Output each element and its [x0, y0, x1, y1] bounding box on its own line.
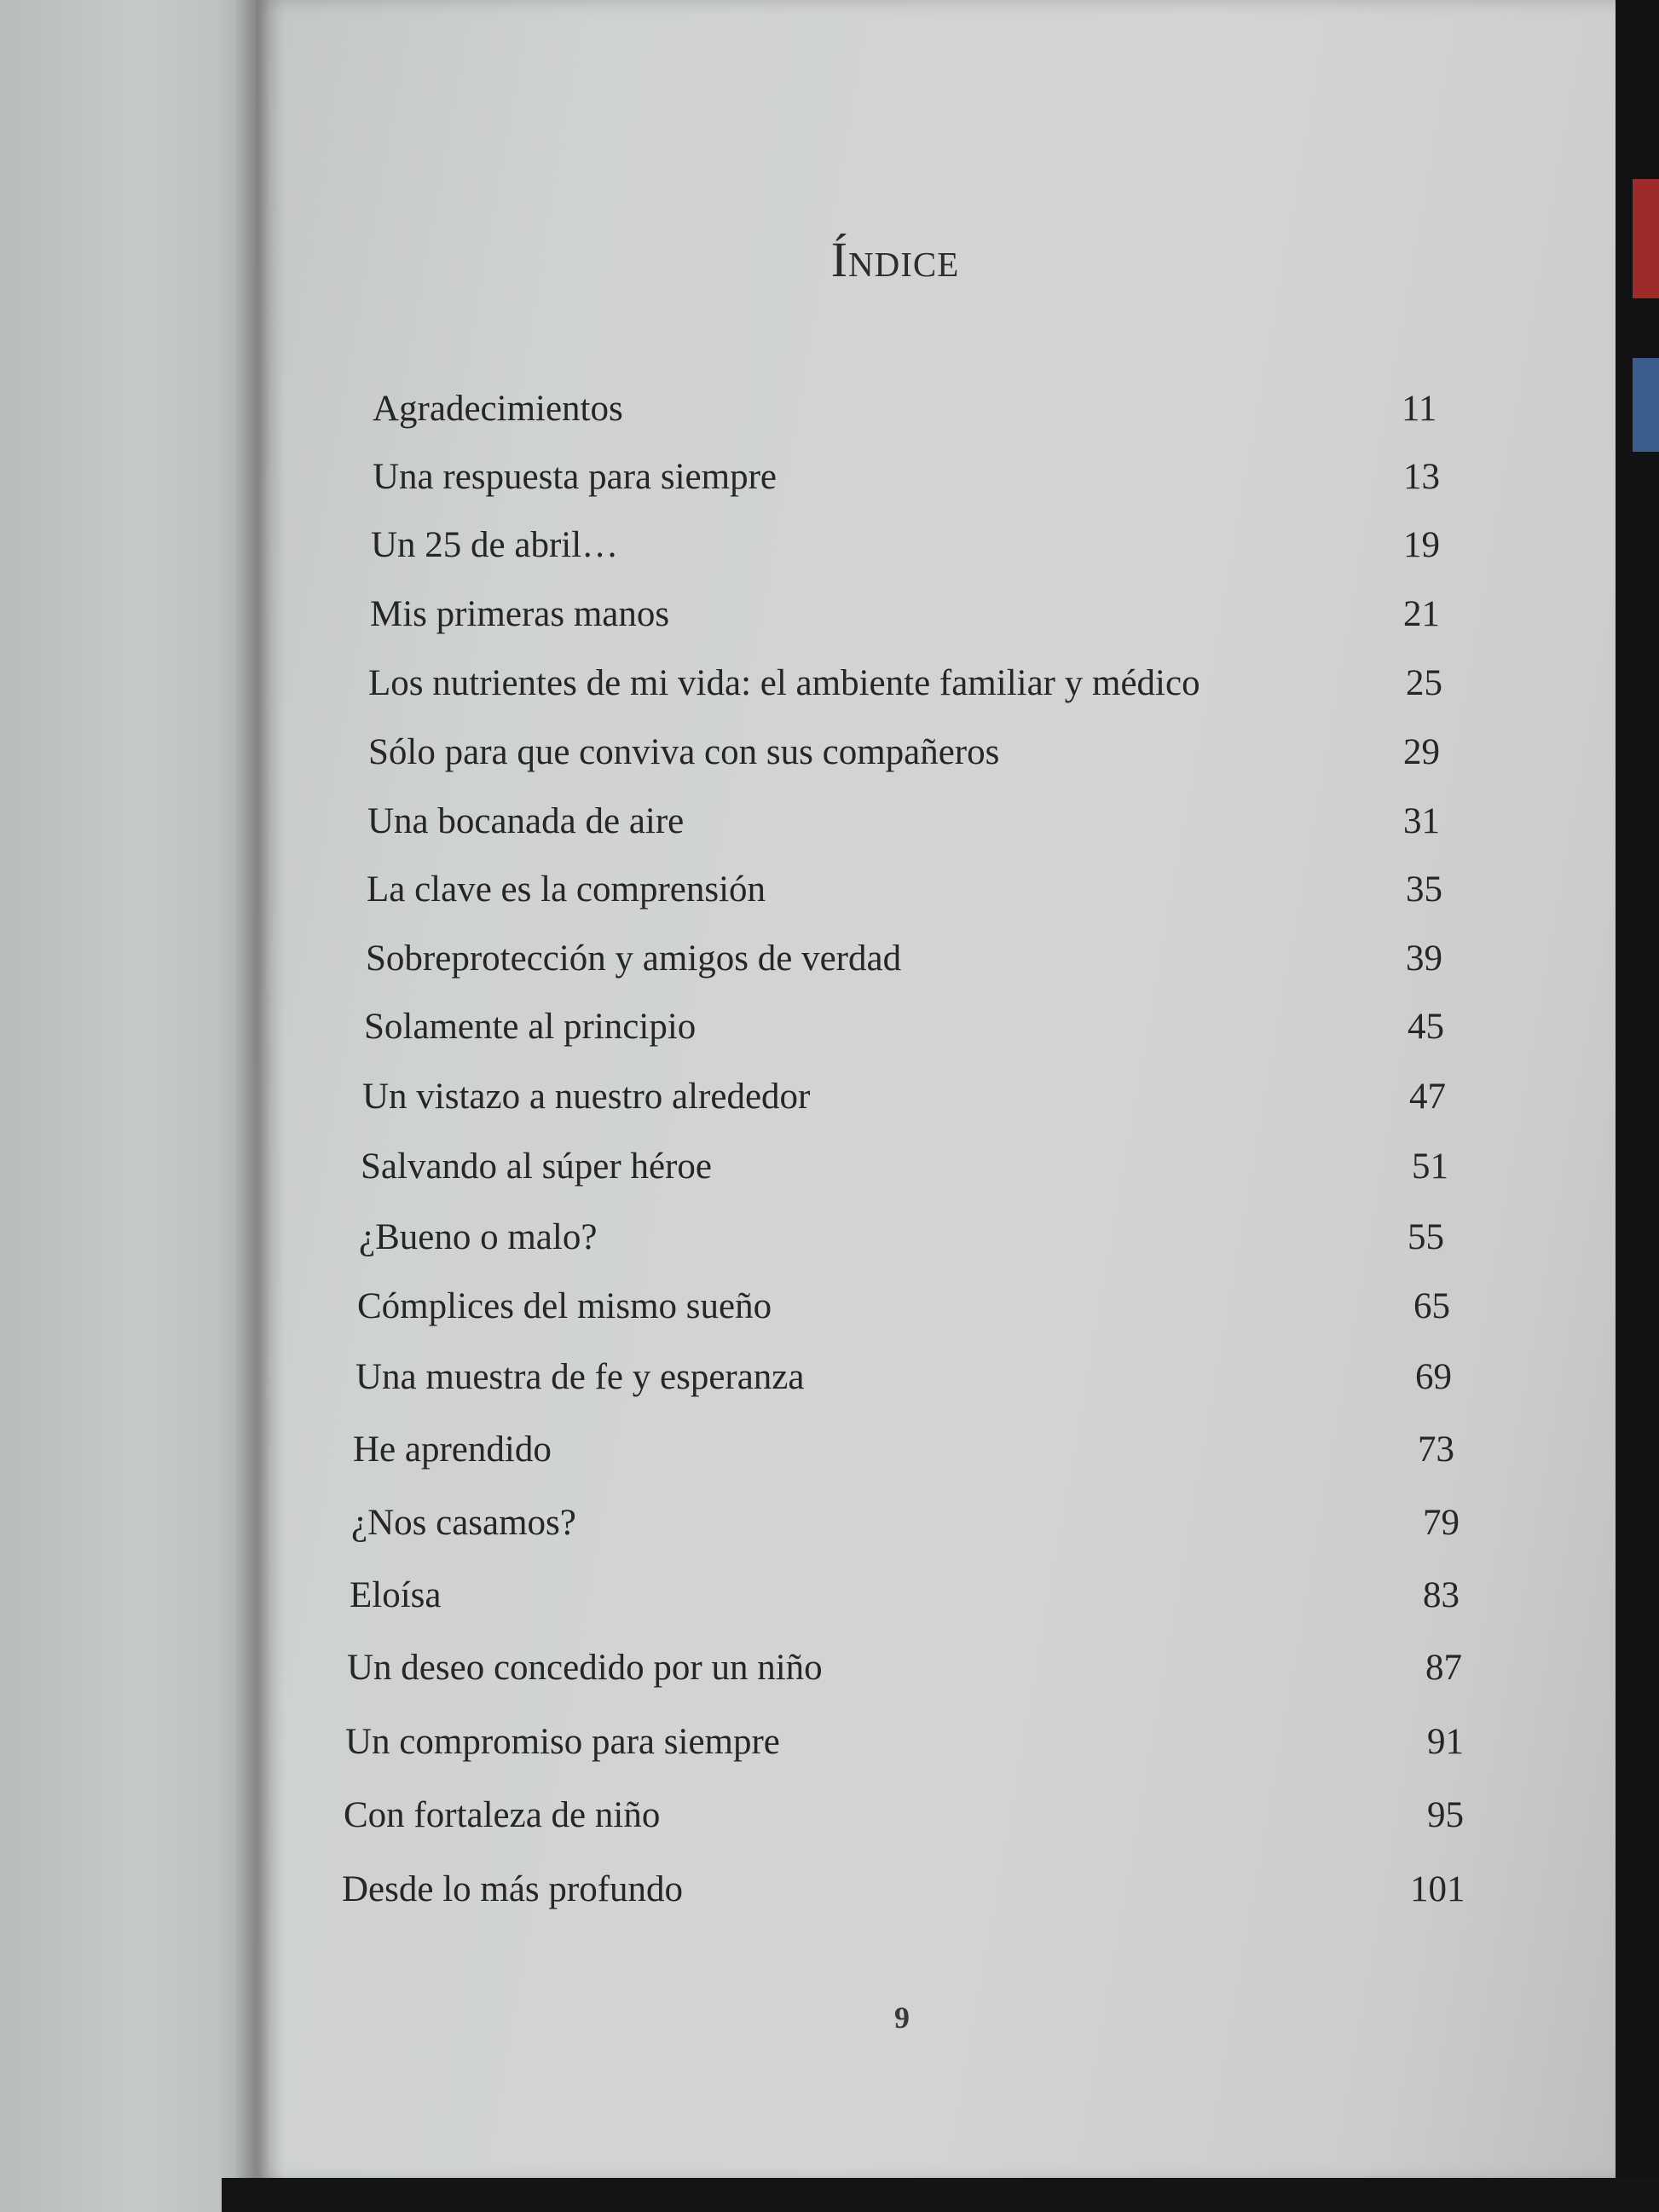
page-title: Índice [830, 231, 960, 287]
toc-entry-title: Con fortaleza de niño [344, 1795, 661, 1835]
toc-entry-title: ¿Bueno o malo? [359, 1217, 598, 1257]
toc-entry-page-number: 11 [1402, 389, 1437, 429]
toc-entry-page-number: 55 [1408, 1217, 1444, 1257]
toc-entry-title: Cómplices del mismo sueño [357, 1286, 772, 1326]
toc-entry-title: ¿Nos casamos? [351, 1503, 576, 1543]
toc-entry-title: Los nutrientes de mi vida: el ambiente familiar y médico [368, 663, 1200, 703]
toc-entry-page-number: 39 [1406, 939, 1442, 979]
toc-entry-page-number: 19 [1403, 525, 1440, 565]
toc-entry-title: Desde lo más profundo [342, 1869, 684, 1909]
toc-entry-page-number: 29 [1403, 732, 1440, 772]
toc-entry-title: Sobreprotección y amigos de verdad [366, 939, 902, 979]
toc-entry-page-number: 31 [1403, 801, 1440, 841]
toc-entry-page-number: 35 [1406, 869, 1442, 910]
toc-entry-title: Una muestra de fe y esperanza [356, 1357, 805, 1397]
toc-entry-title: Solamente al principio [364, 1007, 697, 1047]
toc-entry-title: Un deseo concedido por un niño [347, 1648, 823, 1688]
toc-entry-page-number: 101 [1410, 1869, 1465, 1909]
toc-entry-page-number: 69 [1415, 1357, 1452, 1397]
toc-entry-title: Agradecimientos [373, 389, 623, 429]
toc-entry-page-number: 79 [1423, 1503, 1460, 1543]
toc-entry-page-number: 13 [1403, 457, 1440, 497]
toc-entry-page-number: 83 [1423, 1575, 1460, 1615]
toc-entry-title: Una bocanada de aire [367, 801, 685, 841]
toc-entry-page-number: 65 [1413, 1286, 1450, 1326]
toc-entry-title: Un 25 de abril… [371, 525, 619, 565]
page-number: 9 [894, 2001, 910, 2035]
toc-entry-title: Salvando al súper héroe [361, 1146, 712, 1187]
toc-entry-page-number: 45 [1408, 1007, 1444, 1047]
toc-entry-title: Un vistazo a nuestro alrededor [362, 1077, 811, 1117]
toc-entry-page-number: 21 [1403, 594, 1440, 634]
toc-entry-title: He aprendido [353, 1429, 552, 1470]
toc-entry-page-number: 47 [1409, 1077, 1446, 1117]
toc-entry-page-number: 73 [1418, 1429, 1454, 1470]
toc-entry-title: Sólo para que conviva con sus compañeros [368, 732, 1000, 772]
toc-entry-title: La clave es la comprensión [367, 869, 766, 910]
toc-entry-title: Eloísa [350, 1575, 442, 1615]
toc-entry-title: Mis primeras manos [370, 594, 670, 634]
toc-entry-page-number: 25 [1406, 663, 1442, 703]
toc-entry-page-number: 95 [1427, 1795, 1464, 1835]
toc-entry-title: Un compromiso para siempre [345, 1722, 780, 1762]
toc-entry-title: Una respuesta para siempre [373, 457, 777, 497]
toc-entry-page-number: 87 [1425, 1648, 1462, 1688]
toc-entry-page-number: 51 [1412, 1146, 1448, 1187]
toc-entry-page-number: 91 [1427, 1722, 1464, 1762]
